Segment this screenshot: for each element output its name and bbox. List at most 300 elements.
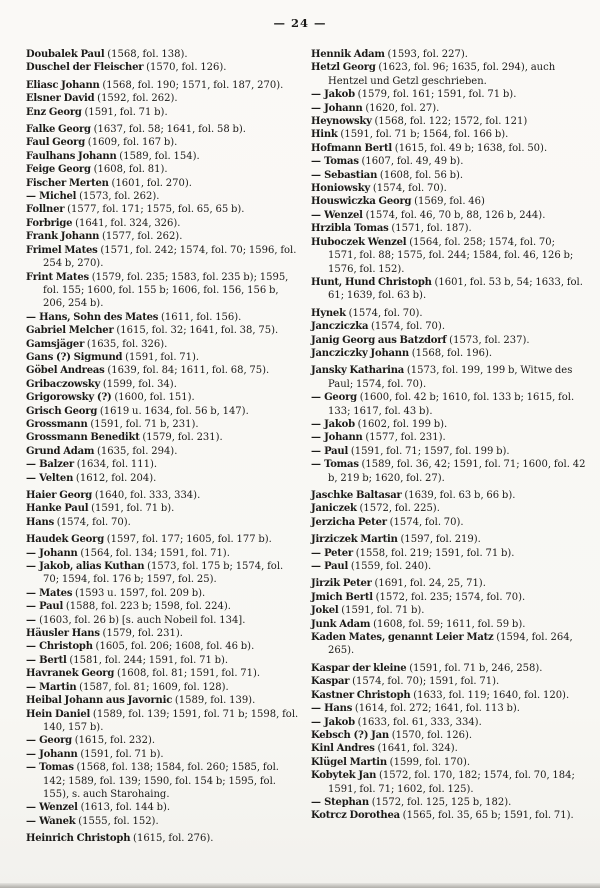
- index-entry: [26, 92, 301, 105]
- entry-name: Tomas: [39, 762, 74, 774]
- entry-name: Mates: [39, 587, 73, 599]
- entry-detail: (1574, fol. 70).: [54, 516, 131, 528]
- entry-detail: (1568, fol. 122; 1572, fol. 121): [371, 116, 528, 128]
- entry-name: Hanke Paul: [26, 503, 89, 515]
- entry-detail: (1591, fol. 71 b).: [81, 106, 168, 118]
- entry-dash: —: [26, 654, 40, 666]
- entry-dash: —: [311, 547, 325, 559]
- entry-name: Peter: [324, 547, 353, 559]
- entry-name: Michel: [39, 191, 77, 203]
- entry-dash: —: [311, 156, 325, 168]
- entry-name: Häusler Hans: [26, 628, 100, 640]
- index-entry: [26, 734, 301, 747]
- index-entry: [26, 533, 301, 546]
- entry-dash: —: [26, 748, 40, 760]
- entry-detail: (1568, fol. 138).: [104, 49, 188, 60]
- entry-name: Grossmann Benedikt: [26, 432, 140, 444]
- entry-name: Duschel der Fleischer: [26, 62, 144, 74]
- index-entry: [311, 547, 586, 560]
- entry-name: Jakob: [324, 89, 355, 101]
- entry-dash: —: [26, 601, 40, 613]
- index-entry: [311, 182, 586, 195]
- index-entry: [26, 244, 301, 271]
- entry-dash: —: [26, 762, 40, 774]
- entry-name: Grund Adam: [26, 445, 95, 457]
- entry-name: Jaschke Baltasar: [311, 490, 402, 501]
- index-entry: [26, 405, 301, 418]
- entry-detail: (1589, fol. 154).: [116, 150, 200, 162]
- entry-name: Janig Georg aus Batzdorf: [311, 334, 447, 346]
- entry-name: Jirzik Peter: [311, 578, 372, 590]
- entry-dash: —: [26, 614, 40, 626]
- index-entry: [26, 801, 301, 814]
- index-entry: [26, 217, 301, 230]
- entry-name: Wanek: [39, 815, 76, 827]
- entry-detail: (1599, fol. 170).: [386, 756, 471, 768]
- entry-name: Johann: [324, 432, 363, 444]
- left-column: [26, 48, 301, 846]
- index-entry: [311, 88, 586, 101]
- entry-detail: (1570, fol. 126).: [143, 62, 227, 74]
- index-entry: [311, 729, 586, 742]
- index-entry: [26, 79, 301, 92]
- entry-dash: —: [26, 472, 40, 484]
- entry-name: Kaspar: [311, 676, 350, 688]
- entry-detail: (1579, fol. 235; 1583, fol. 235 b); 1595, fol. 155; 1600, fol. 155 b; 1606, fol. 156, 156 b, 206, 254 b).: [43, 271, 289, 310]
- entry-name: Honiowsky: [311, 183, 371, 195]
- entry-detail: (1591, fol. 71 b).: [338, 605, 425, 617]
- entry-name: Stephan: [324, 796, 369, 808]
- index-entry: [26, 418, 301, 431]
- entry-detail: (1608, fol. 59; 1611, fol. 59 b).: [370, 618, 526, 630]
- entry-name: Kebsch (?) Jan: [311, 729, 389, 741]
- entry-detail: (1577, fol. 262).: [99, 231, 183, 243]
- entry-name: Enz Georg: [26, 106, 82, 118]
- index-entry: [311, 809, 586, 822]
- entry-name: Kaspar der kleine: [311, 662, 407, 674]
- entry-name: Wenzel: [39, 802, 78, 814]
- scan-bottom-edge: [0, 883, 600, 888]
- entry-detail: (1574, fol. 46, 70 b, 88, 126 b, 244).: [362, 209, 546, 221]
- entry-name: Frank Johann: [26, 231, 100, 243]
- entry-detail: (1572, fol. 170, 182; 1574, fol. 70, 184; 1591, fol. 71; 1602, fol. 125).: [328, 770, 575, 795]
- entry-name: Wenzel: [324, 209, 363, 221]
- index-entry: [311, 222, 586, 235]
- index-entry: [311, 756, 586, 769]
- entry-detail: (1601, fol. 270).: [108, 177, 192, 189]
- index-entry: [311, 236, 586, 276]
- entry-name: Jakob: [324, 716, 355, 728]
- entry-detail: (1639, fol. 84; 1611, fol. 68, 75).: [104, 365, 270, 377]
- entry-detail: (1579, fol. 161; 1591, fol. 71 b).: [354, 89, 517, 101]
- entry-detail: (1591, fol. 71 b, 231).: [87, 418, 199, 430]
- entry-detail: (1591, fol. 71).: [122, 351, 200, 363]
- index-entry: [26, 177, 301, 190]
- index-entry: [26, 391, 301, 404]
- entry-name: Hennik Adam: [311, 49, 385, 60]
- entry-name: Göbel Andreas: [26, 365, 105, 377]
- index-entry: [26, 163, 301, 176]
- index-entry: [26, 203, 301, 216]
- index-entry: [26, 815, 301, 828]
- index-entry: [311, 618, 586, 631]
- entry-detail: (1605, fol. 206; 1608, fol. 46 b).: [92, 641, 255, 653]
- entry-name: Jancziczka: [311, 321, 369, 333]
- index-entry: [26, 489, 301, 502]
- entry-detail: (1574, fol. 70).: [368, 321, 446, 333]
- entry-detail: (1568, fol. 138; 1584, fol. 260; 1585, fol. 142; 1589, fol. 139; 1590, fol. 154 b; 1595, fol. 155), s. auch Starohaing.: [43, 762, 279, 800]
- index-entry: [26, 431, 301, 444]
- entry-dash: —: [26, 587, 40, 599]
- entry-detail: (1574, fol. 70).: [386, 516, 464, 528]
- entry-name: Jansky Katharina: [311, 365, 405, 377]
- entry-detail: (1573, fol. 262).: [76, 191, 160, 203]
- entry-dash: —: [311, 716, 325, 728]
- entry-detail: (1555, fol. 152).: [75, 815, 159, 827]
- entry-dash: —: [311, 392, 325, 404]
- entry-detail: (1635, fol. 294).: [94, 445, 178, 457]
- entry-name: Doubalek Paul: [26, 49, 105, 60]
- entry-detail: (1640, fol. 333, 334).: [92, 490, 201, 501]
- index-entry: [311, 445, 586, 458]
- index-entry: [311, 115, 586, 128]
- index-entry: [26, 150, 301, 163]
- index-entry: [311, 502, 586, 515]
- entry-detail: (1591, fol. 71 b).: [77, 748, 164, 760]
- index-entry: [311, 489, 586, 502]
- entry-name: Kotrcz Dorothea: [311, 810, 400, 822]
- entry-detail: (1635, fol. 326).: [84, 338, 168, 350]
- entry-detail: (1577, fol. 231).: [362, 432, 446, 444]
- entry-dash: —: [311, 209, 325, 221]
- index-entry: [26, 123, 301, 136]
- index-entry: [311, 516, 586, 529]
- entry-detail: (1613, fol. 144 b).: [77, 802, 171, 814]
- index-entry: [311, 533, 586, 546]
- entry-detail: (1601, fol. 53 b, 54; 1633, fol. 61; 1639, fol. 63 b).: [328, 276, 583, 302]
- entry-detail: (1597, fol. 177; 1605, fol. 177 b).: [104, 534, 272, 546]
- entry-name: Heinrich Christoph: [26, 833, 131, 845]
- entry-name: Hynek: [311, 307, 346, 319]
- entry-dash: —: [26, 547, 40, 559]
- entry-name: Georg: [324, 392, 357, 404]
- entry-detail: (1568, fol. 190; 1571, fol. 187, 270).: [99, 79, 284, 91]
- index-columns: [0, 48, 600, 846]
- entry-detail: (1615, fol. 276).: [130, 833, 214, 845]
- entry-name: Hans: [324, 703, 353, 715]
- index-entry: [311, 364, 586, 391]
- entry-name: Follner: [26, 204, 65, 216]
- entry-name: Hetzl Georg: [311, 62, 376, 74]
- entry-name: Christoph: [39, 641, 93, 653]
- entry-detail: (1559, fol. 240).: [348, 561, 432, 573]
- entry-detail: (1574, fol. 70).: [345, 307, 423, 319]
- index-entry: [311, 702, 586, 715]
- entry-detail: (1599, fol. 34).: [100, 378, 177, 390]
- entry-name: Georg: [39, 735, 72, 747]
- entry-name: Frint Mates: [26, 271, 89, 283]
- index-entry: [311, 689, 586, 702]
- entry-detail: (1608, fol. 81).: [90, 164, 168, 176]
- entry-name: Junk Adam: [311, 618, 371, 630]
- entry-detail: (1593, fol. 227).: [384, 49, 468, 60]
- entry-name: Jirziczek Martin: [311, 534, 398, 546]
- index-entry: [26, 364, 301, 377]
- index-entry: [26, 614, 301, 627]
- entry-name: Fischer Merten: [26, 177, 109, 189]
- index-entry: [26, 338, 301, 351]
- entry-detail: (1591, fol. 71 b; 1564, fol. 166 b).: [337, 129, 509, 141]
- entry-detail: (1574, fol. 70).: [370, 183, 447, 195]
- entry-name: Gans (?) Sigmund: [26, 351, 123, 363]
- index-entry: [311, 276, 586, 303]
- index-entry: [26, 378, 301, 391]
- entry-dash: —: [26, 815, 40, 827]
- entry-detail: (1591, fol. 71; 1597, fol. 199 b).: [348, 445, 510, 457]
- index-entry: [26, 667, 301, 680]
- entry-name: Hein Daniel: [26, 708, 91, 720]
- index-entry: [311, 769, 586, 796]
- index-entry: [311, 431, 586, 444]
- entry-detail: (1593 u. 1597, fol. 209 b).: [72, 587, 206, 599]
- index-entry: [26, 547, 301, 560]
- entry-detail: (1591, fol. 71 b).: [88, 503, 175, 515]
- entry-detail: (1568, fol. 196).: [408, 347, 493, 359]
- entry-name: Faul Georg: [26, 137, 86, 149]
- entry-dash: —: [311, 703, 325, 715]
- entry-detail: (1615, fol. 49 b; 1638, fol. 50).: [392, 142, 548, 154]
- entry-name: Hrzibla Tomas: [311, 223, 389, 235]
- entry-dash: —: [311, 796, 325, 808]
- entry-dash: —: [26, 681, 40, 693]
- entry-name: Paul: [324, 561, 349, 573]
- entry-detail: (1619 u. 1634, fol. 56 b, 147).: [97, 405, 249, 417]
- entry-detail: (1572, fol. 235; 1574, fol. 70).: [372, 591, 526, 603]
- entry-detail: (1571, fol. 242; 1574, fol. 70; 1596, fol. 254 b, 270).: [43, 244, 297, 270]
- entry-detail: (1634, fol. 111).: [73, 459, 158, 471]
- index-entry: [311, 631, 586, 658]
- entry-detail: (1603, fol. 26 b) [s. auch Nobeil fol. 134].: [39, 614, 246, 626]
- entry-name: Faulhans Johann: [26, 150, 117, 162]
- index-entry: [26, 48, 301, 61]
- entry-detail: (1594, fol. 264, 265).: [328, 632, 573, 657]
- entry-detail: (1612, fol. 204).: [73, 472, 157, 484]
- index-entry: [311, 347, 586, 360]
- page-number: — 24 —: [273, 16, 327, 30]
- index-entry: [311, 604, 586, 617]
- entry-detail: (1577, fol. 171; 1575, fol. 65, 65 b).: [64, 204, 245, 216]
- entry-name: Janiczek: [311, 503, 357, 515]
- index-entry: [26, 61, 301, 74]
- entry-name: Kinl Andres: [311, 743, 375, 755]
- entry-detail: (1641, fol. 324, 326).: [72, 217, 181, 229]
- entry-name: Jerzicha Peter: [311, 516, 387, 528]
- index-entry: [26, 351, 301, 364]
- entry-dash: —: [26, 641, 40, 653]
- index-entry: [26, 560, 301, 587]
- entry-detail: (1633, fol. 61, 333, 334).: [354, 716, 482, 728]
- entry-dash: —: [26, 802, 40, 814]
- entry-detail: (1608, fol. 56 b).: [377, 169, 464, 181]
- entry-detail: (1587, fol. 81; 1609, fol. 128).: [76, 681, 229, 693]
- entry-name: Paul: [39, 601, 64, 613]
- entry-detail: (1609, fol. 167 b).: [85, 137, 178, 149]
- index-entry: [26, 324, 301, 337]
- entry-detail: (1637, fol. 58; 1641, fol. 58 b).: [90, 124, 246, 136]
- entry-detail: (1639, fol. 63 b, 66 b).: [401, 490, 516, 501]
- index-entry: [311, 61, 586, 88]
- entry-detail: (1579, fol. 231).: [99, 628, 183, 640]
- entry-name: Hans: [26, 516, 55, 528]
- entry-detail: (1608, fol. 81; 1591, fol. 71).: [114, 668, 261, 680]
- entry-detail: (1579, fol. 231).: [139, 432, 223, 444]
- index-entry: [26, 587, 301, 600]
- index-entry: [311, 796, 586, 809]
- entry-detail: (1564, fol. 134; 1591, fol. 71).: [77, 547, 230, 559]
- entry-name: Heynowsky: [311, 116, 372, 128]
- entry-dash: —: [26, 191, 40, 203]
- entry-name: Kobytek Jan: [311, 770, 377, 782]
- entry-name: Hunt, Hund Christoph: [311, 276, 432, 288]
- entry-detail: (1591, fol. 71 b, 246, 258).: [406, 662, 543, 674]
- entry-detail: (1572, fol. 225).: [356, 503, 440, 515]
- index-entry: [26, 106, 301, 119]
- index-entry: [26, 681, 301, 694]
- entry-dash: —: [26, 459, 40, 471]
- index-entry: [26, 600, 301, 613]
- index-entry: [311, 577, 586, 590]
- index-entry: [311, 742, 586, 755]
- entry-name: Gribaczowsky: [26, 378, 101, 390]
- entry-detail: (1573, fol. 199, 199 b, Witwe des Paul; 1574, fol. 70).: [328, 365, 573, 390]
- entry-detail: (1581, fol. 244; 1591, fol. 71 b).: [66, 654, 229, 666]
- index-entry: [26, 502, 301, 515]
- index-entry: [311, 102, 586, 115]
- entry-name: Jmich Bertl: [311, 591, 373, 603]
- entry-name: Martin: [39, 681, 77, 693]
- entry-name: Jakob, alias Kuthan: [39, 561, 145, 573]
- index-entry: [311, 209, 586, 222]
- entry-dash: —: [311, 169, 325, 181]
- entry-detail: (1573, fol. 237).: [446, 334, 530, 346]
- entry-name: Eliasc Johann: [26, 79, 100, 91]
- entry-detail: (1588, fol. 223 b; 1598, fol. 224).: [63, 601, 231, 613]
- entry-name: Elsner David: [26, 93, 95, 105]
- entry-detail: (1600, fol. 151).: [111, 392, 195, 404]
- entry-detail: (1641, fol. 324).: [374, 743, 458, 755]
- entry-name: Haudek Georg: [26, 534, 104, 546]
- entry-name: Tomas: [324, 156, 359, 168]
- entry-detail: (1620, fol. 27).: [362, 102, 440, 114]
- entry-dash: —: [311, 102, 325, 114]
- entry-name: Gabriel Melcher: [26, 325, 114, 337]
- entry-detail: (1565, fol. 35, 65 b; 1591, fol. 71).: [399, 810, 574, 822]
- entry-detail: (1589, fol. 36, 42; 1591, fol. 71; 1600, fol. 42 b, 219 b; 1620, fol. 27).: [328, 459, 586, 484]
- entry-detail: (1589, fol. 139).: [172, 695, 256, 707]
- entry-name: Klügel Martin: [311, 756, 387, 768]
- entry-detail: (1691, fol. 24, 25, 71).: [371, 578, 486, 590]
- entry-name: Forbrige: [26, 217, 73, 229]
- entry-name: Grossmann: [26, 418, 88, 430]
- entry-name: Grigorowsky (?): [26, 392, 112, 404]
- entry-detail: (1574, fol. 70); 1591, fol. 71).: [349, 676, 500, 688]
- entry-name: Hans, Sohn des Mates: [39, 311, 159, 323]
- index-entry: [26, 832, 301, 845]
- index-entry: [311, 391, 586, 418]
- index-entry: [311, 142, 586, 155]
- entry-dash: —: [311, 445, 325, 457]
- entry-detail: (1570, fol. 126).: [388, 729, 473, 741]
- entry-name: Paul: [324, 445, 349, 457]
- entry-detail: (1571, fol. 187).: [388, 223, 472, 235]
- index-entry: [311, 675, 586, 688]
- index-entry: [26, 748, 301, 761]
- entry-dash: —: [311, 432, 325, 444]
- entry-name: Huboczek Wenzel: [311, 236, 407, 248]
- entry-detail: (1597, fol. 219).: [397, 534, 481, 546]
- entry-detail: (1589, fol. 139; 1591, fol. 71 b; 1598, fol. 140, 157 b).: [43, 708, 299, 733]
- entry-detail: (1592, fol. 262).: [94, 93, 178, 105]
- entry-name: Johann: [39, 748, 78, 760]
- entry-name: Grisch Georg: [26, 405, 98, 417]
- entry-name: Johann: [39, 547, 78, 559]
- entry-dash: —: [311, 89, 325, 101]
- index-entry: [26, 708, 301, 735]
- entry-detail: (1573, fol. 175 b; 1574, fol. 70; 1594, fol. 176 b; 1597, fol. 25).: [43, 561, 284, 586]
- index-entry: [26, 190, 301, 203]
- index-entry: [311, 169, 586, 182]
- entry-name: Havranek Georg: [26, 668, 115, 680]
- index-entry: [26, 230, 301, 243]
- index-entry: [26, 627, 301, 640]
- index-entry: [311, 334, 586, 347]
- index-entry: [26, 458, 301, 471]
- right-column: [311, 48, 586, 846]
- entry-dash: —: [311, 418, 325, 430]
- entry-detail: (1572, fol. 125, 125 b, 182).: [368, 796, 512, 808]
- entry-detail: (1615, fol. 232).: [71, 735, 156, 747]
- index-entry: [26, 516, 301, 529]
- entry-dash: —: [26, 735, 40, 747]
- index-entry: [311, 458, 586, 485]
- index-entry: [311, 195, 586, 208]
- index-entry: [26, 761, 301, 801]
- index-entry: [26, 271, 301, 311]
- index-entry: [311, 418, 586, 431]
- entry-name: Heibal Johann aus Javornic: [26, 695, 173, 707]
- entry-detail: (1607, fol. 49, 49 b).: [358, 156, 464, 168]
- entry-name: Jancziczky Johann: [311, 347, 409, 359]
- index-entry: [311, 591, 586, 604]
- index-entry: [311, 716, 586, 729]
- entry-name: Bertl: [39, 654, 67, 666]
- entry-detail: (1614, fol. 272; 1641, fol. 113 b).: [352, 703, 520, 715]
- entry-name: Jokel: [311, 605, 339, 617]
- entry-name: Velten: [39, 472, 74, 484]
- entry-name: Tomas: [324, 459, 359, 471]
- index-entry: [311, 662, 586, 675]
- index-entry: [26, 445, 301, 458]
- entry-dash: —: [311, 459, 325, 471]
- entry-name: Houswiczka Georg: [311, 196, 412, 208]
- entry-name: Jakob: [324, 418, 355, 430]
- entry-name: Gamsjäger: [26, 338, 85, 350]
- entry-dash: —: [311, 561, 325, 573]
- index-entry: [26, 472, 301, 485]
- entry-name: Feige Georg: [26, 164, 91, 176]
- index-entry: [311, 128, 586, 141]
- index-entry: [26, 654, 301, 667]
